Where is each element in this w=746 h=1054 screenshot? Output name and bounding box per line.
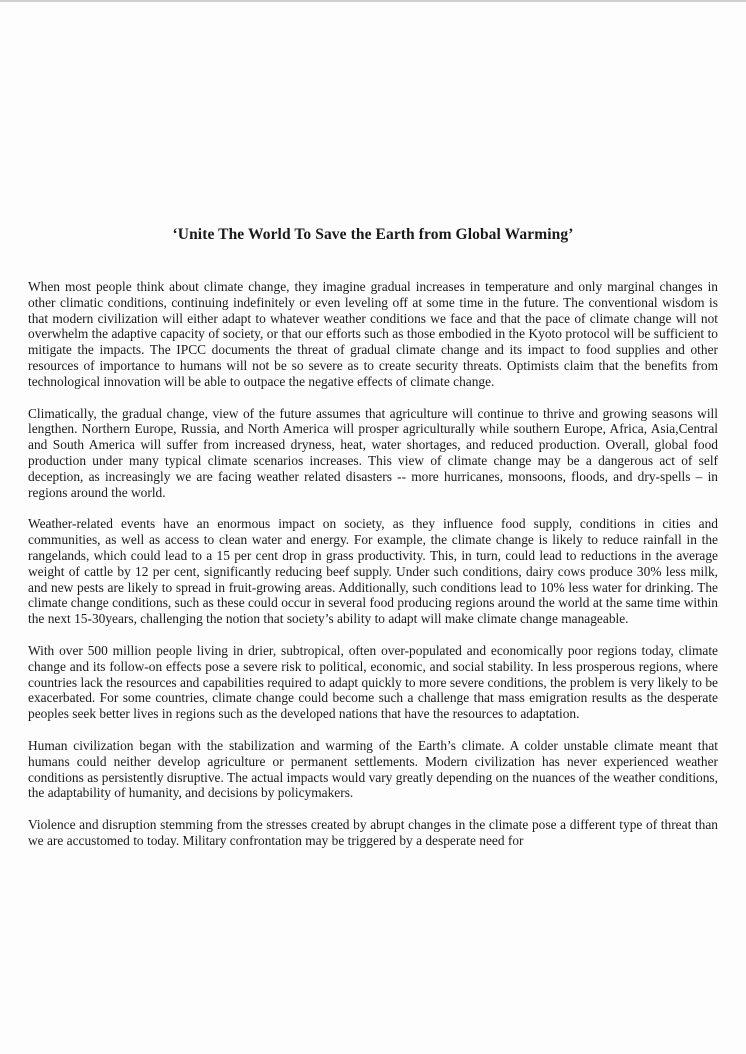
paragraph-4: With over 500 million people living in drier, subtropical, often over-populated and economically poor regions today, climate change and its follow-on effects pose a severe risk to political, economic, and social stability. In less prosperous regions, where countries lack the resources and capabilities required to adapt quickly to more severe conditions, the problem is very likely to be exacerbated. For some countries, climate change could become such a challenge that mass emigration results as the desperate peoples seek better lives in regions such as the developed nations that have the resources to adaptation. (28, 642, 718, 722)
paragraph-1: When most people think about climate change, they imagine gradual increases in temperature and only marginal changes in other climatic conditions, continuing indefinitely or even leveling off at some time in the future. The conventional wisdom is that modern civilization will either adapt to whatever weather conditions we face and that the pace of climate change will not overwhelm the adaptive capacity of society, or that our efforts such as those embodied in the Kyoto protocol will be sufficient to mitigate the impacts. The IPCC documents the threat of gradual climate change and its impact to food supplies and other resources of importance to humans will not be so severe as to create security threats. Optimists claim that the benefits from technological innovation will be able to outpace the negative effects of climate change. (28, 279, 718, 389)
document-title: ‘Unite The World To Save the Earth from Global Warming’ (172, 226, 574, 243)
page-top-edge (0, 0, 746, 2)
document-body (28, 279, 718, 865)
paragraph-2: Climatically, the gradual change, view of the future assumes that agriculture will continue to thrive and growing seasons will lengthen. Northern Europe, Russia, and North America will prosper agriculturally while southern Europe, Africa, Asia,Central and South America will suffer from increased dryness, heat, water shortages, and reduced production. Overall, global food production under many typical climate scenarios increases. This view of climate change may be a dangerous act of self deception, as increasingly we are facing weather related disasters -- more hurricanes, monsoons, floods, and dry-spells – in regions around the world. (28, 405, 718, 500)
paragraph-5: Human civilization began with the stabilization and warming of the Earth’s climate. A colder unstable climate meant that humans could neither develop agriculture or permanent settlements. Modern civilization has never experienced weather conditions as persistently disruptive. The actual impacts would vary greatly depending on the nuances of the weather conditions, the adaptability of humanity, and decisions by policymakers. (28, 737, 718, 801)
paragraph-3: Weather-related events have an enormous impact on society, as they influence food supply, conditions in cities and communities, as well as access to clean water and energy. For example, the climate change is likely to reduce rainfall in the rangelands, which could lead to a 15 per cent drop in grass productivity. This, in turn, could lead to reductions in the average weight of cattle by 12 per cent, significantly reducing beef supply. Under such conditions, dairy cows produce 30% less milk, and new pests are likely to spread in fruit-growing areas. Additionally, such conditions lead to 10% less water for drinking. The climate change conditions, such as these could occur in several food producing regions around the world at the same time within the next 15-30years, challenging the notion that society’s ability to adapt will make climate change manageable. (28, 516, 718, 627)
paragraph-6: Violence and disruption stemming from the stresses created by abrupt changes in the climate pose a different type of threat than we are accustomed to today. Military confrontation may be triggered by a desperate need for (28, 817, 718, 848)
